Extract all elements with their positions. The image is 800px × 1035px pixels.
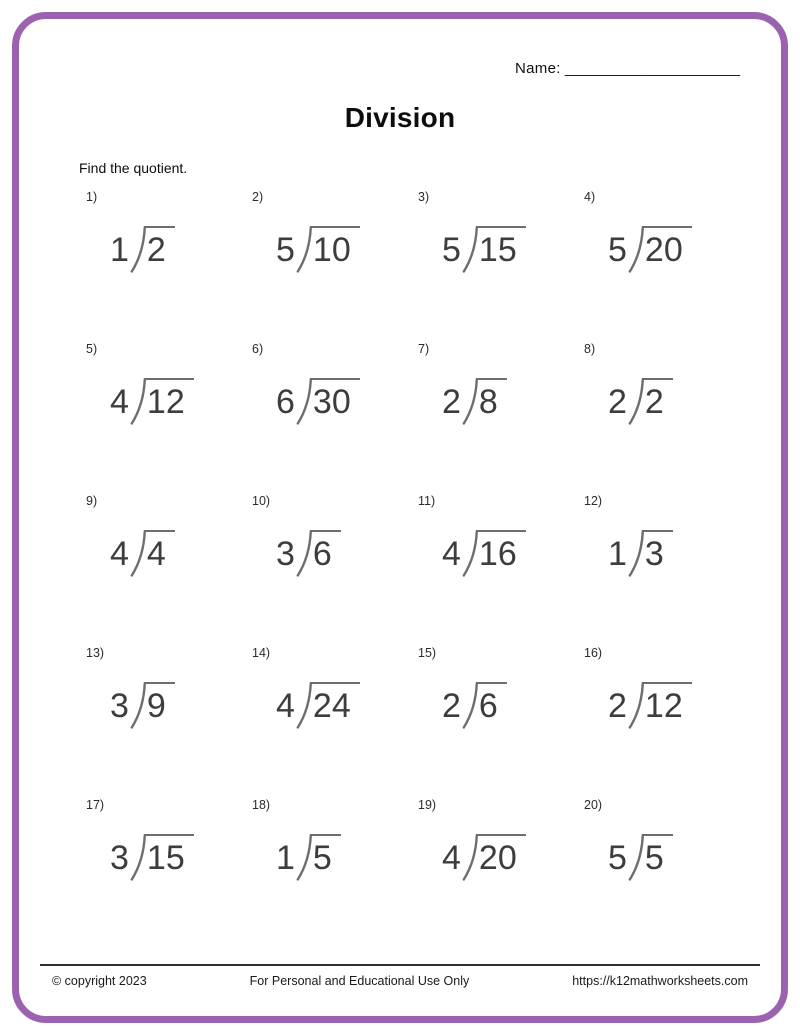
- divisor-value: 4: [110, 535, 129, 573]
- problem-number: 6): [252, 342, 264, 356]
- dividend-value: 20: [476, 834, 526, 875]
- dividend-value: 3: [642, 530, 673, 571]
- division-problem-12: [578, 490, 744, 642]
- division-expression: [442, 530, 578, 577]
- division-expression: [110, 378, 246, 425]
- name-label: Name:: [515, 60, 561, 77]
- problem-number: 1): [86, 190, 98, 204]
- problem-number: 12): [584, 494, 603, 508]
- problem-number: 14): [252, 646, 271, 660]
- footer-copyright: © copyright 2023: [52, 974, 147, 988]
- division-problem-15: [412, 642, 578, 794]
- division-expression: [276, 682, 412, 729]
- division-expression: [276, 834, 412, 881]
- dividend-value: 9: [144, 682, 175, 723]
- problem-number: 17): [86, 798, 105, 812]
- division-expression: [608, 378, 744, 425]
- dividend-value: 30: [310, 378, 360, 419]
- dividend-value: 12: [642, 682, 692, 723]
- divisor-value: 5: [442, 231, 461, 269]
- division-problem-1: [80, 186, 246, 338]
- division-problem-8: [578, 338, 744, 490]
- problem-number: 19): [418, 798, 437, 812]
- dividend-value: 16: [476, 530, 526, 571]
- divisor-value: 2: [442, 687, 461, 725]
- dividend-value: 5: [642, 834, 673, 875]
- problem-number: 2): [252, 190, 264, 204]
- name-field: [515, 60, 740, 77]
- dividend-value: 6: [476, 682, 507, 723]
- division-problem-10: [246, 490, 412, 642]
- division-problem-19: [412, 794, 578, 946]
- division-expression: [608, 682, 744, 729]
- divisor-value: 6: [276, 383, 295, 421]
- problems-grid: [80, 186, 744, 946]
- division-expression: [110, 226, 246, 273]
- division-expression: [276, 378, 412, 425]
- dividend-value: 5: [310, 834, 341, 875]
- divisor-value: 4: [442, 839, 461, 877]
- division-problem-18: [246, 794, 412, 946]
- dividend-value: 2: [642, 378, 673, 419]
- division-expression: [110, 834, 246, 881]
- dividend-value: 6: [310, 530, 341, 571]
- division-problem-5: [80, 338, 246, 490]
- divisor-value: 3: [110, 687, 129, 725]
- divisor-value: 1: [276, 839, 295, 877]
- divisor-value: 2: [442, 383, 461, 421]
- divisor-value: 4: [276, 687, 295, 725]
- divisor-value: 5: [608, 839, 627, 877]
- division-problem-20: [578, 794, 744, 946]
- division-expression: [442, 682, 578, 729]
- divisor-value: 4: [442, 535, 461, 573]
- footer: [52, 974, 748, 988]
- division-problem-11: [412, 490, 578, 642]
- divisor-value: 4: [110, 383, 129, 421]
- dividend-value: 2: [144, 226, 175, 267]
- division-expression: [110, 530, 246, 577]
- division-problem-4: [578, 186, 744, 338]
- problem-number: 18): [252, 798, 271, 812]
- divisor-value: 2: [608, 687, 627, 725]
- division-problem-17: [80, 794, 246, 946]
- division-expression: [110, 682, 246, 729]
- dividend-value: 4: [144, 530, 175, 571]
- problem-number: 10): [252, 494, 271, 508]
- name-blank-line: _____________________: [564, 60, 741, 77]
- dividend-value: 15: [144, 834, 194, 875]
- footer-usage: For Personal and Educational Use Only: [249, 974, 470, 988]
- dividend-value: 24: [310, 682, 360, 723]
- problem-number: 8): [584, 342, 596, 356]
- division-expression: [442, 834, 578, 881]
- division-expression: [608, 530, 744, 577]
- division-problem-16: [578, 642, 744, 794]
- dividend-value: 15: [476, 226, 526, 267]
- problem-number: 16): [584, 646, 603, 660]
- problem-number: 13): [86, 646, 105, 660]
- division-problem-7: [412, 338, 578, 490]
- division-problem-6: [246, 338, 412, 490]
- problem-number: 9): [86, 494, 98, 508]
- problem-number: 20): [584, 798, 603, 812]
- divisor-value: 5: [608, 231, 627, 269]
- division-problem-2: [246, 186, 412, 338]
- division-problem-3: [412, 186, 578, 338]
- problem-number: 3): [418, 190, 430, 204]
- footer-divider: [40, 964, 760, 966]
- divisor-value: 2: [608, 383, 627, 421]
- problem-number: 7): [418, 342, 430, 356]
- dividend-value: 12: [144, 378, 194, 419]
- footer-website: https://k12mathworksheets.com: [572, 974, 748, 988]
- page-title: Division: [344, 102, 456, 133]
- dividend-value: 20: [642, 226, 692, 267]
- division-expression: [608, 226, 744, 273]
- division-expression: [442, 378, 578, 425]
- division-expression: [608, 834, 744, 881]
- divisor-value: 1: [110, 231, 129, 269]
- dividend-value: 8: [476, 378, 507, 419]
- division-expression: [442, 226, 578, 273]
- divisor-value: 3: [110, 839, 129, 877]
- instruction-text: Find the quotient.: [79, 160, 188, 176]
- division-problem-13: [80, 642, 246, 794]
- divisor-value: 3: [276, 535, 295, 573]
- problem-number: 11): [418, 494, 436, 508]
- divisor-value: 5: [276, 231, 295, 269]
- dividend-value: 10: [310, 226, 360, 267]
- division-problem-9: [80, 490, 246, 642]
- division-problem-14: [246, 642, 412, 794]
- divisor-value: 1: [608, 535, 627, 573]
- division-expression: [276, 530, 412, 577]
- problem-number: 5): [86, 342, 98, 356]
- division-expression: [276, 226, 412, 273]
- problem-number: 15): [418, 646, 437, 660]
- problem-number: 4): [584, 190, 596, 204]
